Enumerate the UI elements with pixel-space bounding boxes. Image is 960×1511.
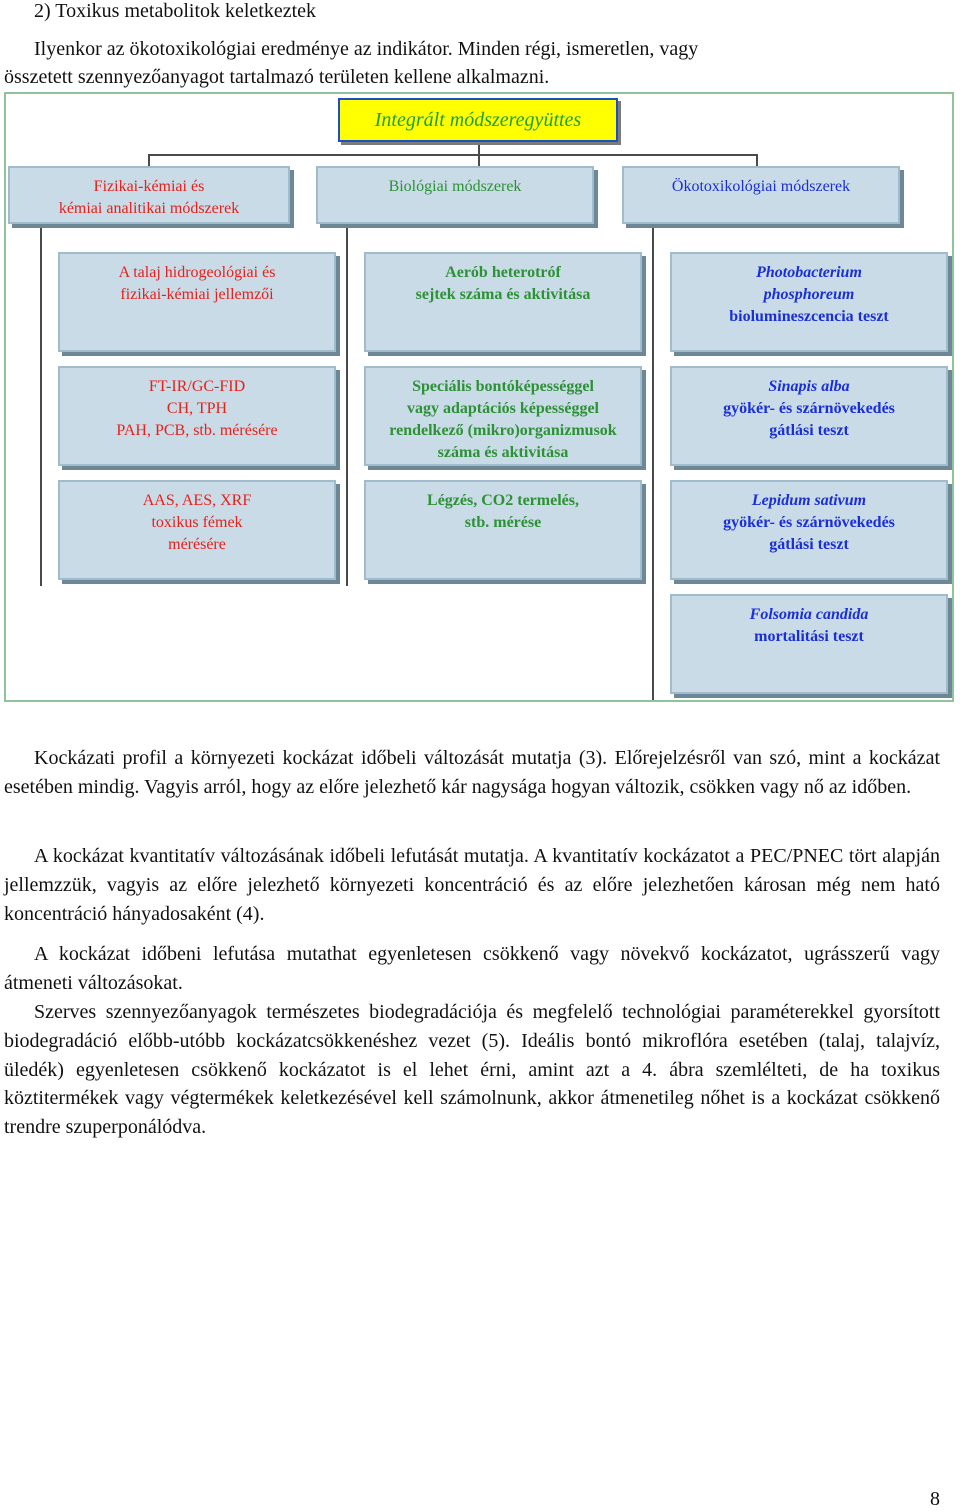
col3-box2-line: Sinapis alba	[768, 378, 850, 395]
col3-header-line: Ökotoxikológiai módszerek	[671, 178, 851, 195]
connector	[40, 226, 42, 586]
col3-box1-line: Photobacterium	[756, 264, 862, 281]
page-number: 8	[930, 1488, 940, 1510]
col1-box1-line: fizikai-kémiai jellemzői	[120, 286, 274, 303]
intro-line-2: összetett szennyezőanyagot tartalmazó területen kellene alkalmazni.	[4, 66, 550, 88]
col3-box2-line: gátlási teszt	[769, 422, 849, 439]
paragraph-4: Szerves szennyezőanyagok természetes biodegradációja és megfelelő technológiai paraméterekkel gyorsított biodegradáció előbb-utóbb kockázatcsökkenéshez vezet (5). Ideális bontó mikroflóra esetében (talaj, talajvíz, üledék) egyenletesen csökkenő kockázatot is el lehet érni, amint azt a 4. ábra szemlélteti, de ha toxikus köztitermékek vagy végtermékek keletkezésével kell számolnunk, akkor átmenetileg nőhet is a kockázat csökkenő trendre szuperponálódva.	[4, 1001, 940, 1139]
col1-box2-line: FT-IR/GC-FID	[148, 378, 246, 395]
col3-box4	[670, 594, 948, 694]
col3-box3	[670, 480, 948, 580]
col1-box3	[58, 480, 336, 580]
col3-box1	[670, 252, 948, 352]
col1-box2-line: PAH, PCB, stb. mérésére	[116, 422, 278, 439]
col1-box1-line: A talaj hidrogeológiai és	[118, 264, 276, 281]
col2-box3	[364, 480, 642, 580]
col2-box2-line: Speciális bontóképességgel	[412, 378, 594, 395]
col1-box1	[58, 252, 336, 352]
col3-box4-line: mortalitási teszt	[754, 628, 864, 645]
col1-box3-line: AAS, AES, XRF	[142, 492, 252, 509]
col1-header-line: Fizikai-kémiai és	[93, 178, 205, 195]
col2-header	[316, 166, 594, 224]
col3-box1-line: phosphoreum	[763, 286, 855, 303]
paragraph-1: Kockázati profil a környezeti kockázat időbeli változását mutatja (3). Előrejelzésről van szó, mint a kockázat esetében mindig. Vagyis arról, hogy az előre jelezhető kár nagysága hogyan változik, csökken vagy nő az időben.	[4, 747, 940, 798]
col3-box4-line: Folsomia candida	[749, 606, 869, 623]
intro-line-1: Ilyenkor az ökotoxikológiai eredménye az indikátor. Minden régi, ismeretlen, vagy	[34, 38, 699, 60]
paragraph-3: A kockázat időbeni lefutása mutathat egyenletesen csökkenő vagy növekvő kockázatot, ugrásszerű vagy átmeneti változásokat.	[4, 943, 940, 994]
col2-box1	[364, 252, 642, 352]
col2-box2-line: száma és aktivitása	[437, 444, 569, 461]
col2-box2	[364, 366, 642, 466]
connector	[652, 226, 654, 700]
col2-header-line: Biológiai módszerek	[388, 178, 522, 195]
col2-box2-line: rendelkező (mikro)organizmusok	[389, 422, 617, 439]
connector	[478, 142, 480, 154]
col1-box2	[58, 366, 336, 466]
paragraph-2: A kockázat kvantitatív változásának időbeli lefutását mutatja. A kvantitatív kockázatot a PEC/PNEC tört alapján jellemzzük, vagyis az előre jelezhető környezeti koncentráció és az előre jelezhetően károsan még nem ható koncentráció hányadosaként (4).	[4, 845, 940, 925]
col1-box3-line: mérésére	[168, 536, 226, 553]
col2-box3-line: stb. mérése	[464, 514, 542, 531]
col3-box2	[670, 366, 948, 466]
col3-header	[622, 166, 900, 224]
diagram-title: Integrált módszeregyüttes	[338, 98, 618, 142]
col3-box3-line: gátlási teszt	[769, 536, 849, 553]
col1-header	[8, 166, 290, 224]
col2-box1-line: Aerób heterotróf	[445, 264, 561, 281]
col1-box2-line: CH, TPH	[166, 400, 228, 417]
connector	[148, 154, 758, 156]
col2-box2-line: vagy adaptációs képességgel	[407, 400, 599, 417]
col3-box1-line: biolumineszcencia teszt	[729, 308, 889, 325]
col2-box3-line: Légzés, CO2 termelés,	[427, 492, 579, 509]
col3-box3-line: gyökér- és szárnövekedés	[723, 514, 895, 531]
col1-box3-line: toxikus fémek	[151, 514, 243, 531]
col3-box2-line: gyökér- és szárnövekedés	[723, 400, 895, 417]
col1-header-line: kémiai analitikai módszerek	[58, 200, 240, 217]
col3-box3-line: Lepidum sativum	[751, 492, 867, 509]
section-heading: 2) Toxikus metabolitok keletkeztek	[34, 0, 317, 22]
connector	[346, 226, 348, 586]
col2-box1-line: sejtek száma és aktivitása	[415, 286, 591, 303]
